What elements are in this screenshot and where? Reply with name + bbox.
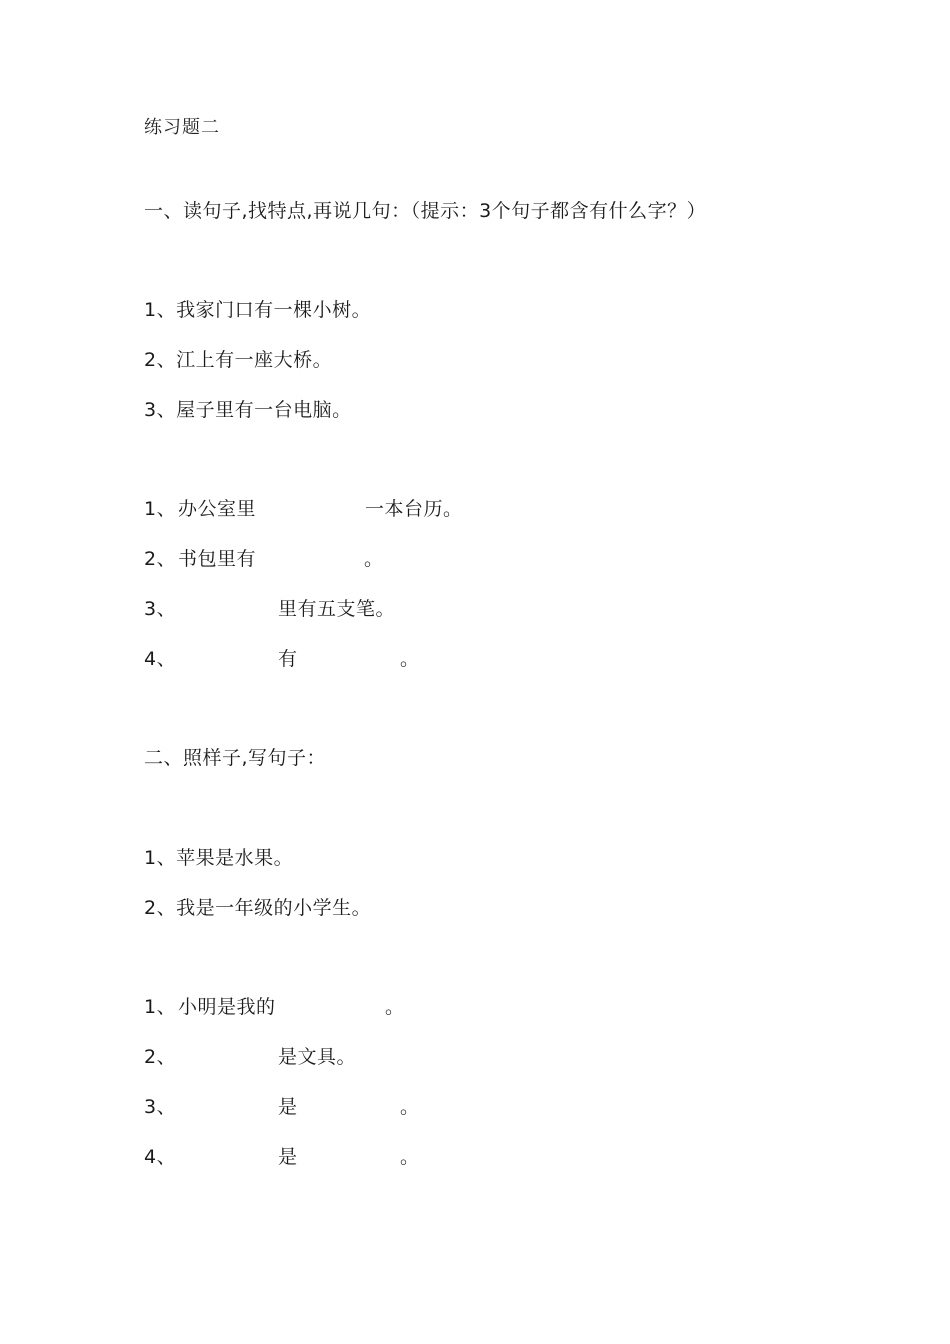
exercise-number: 2、: [144, 548, 177, 570]
section1-example-2: 2、江上有一座大桥。: [144, 349, 333, 371]
page-title: 练习题二: [144, 117, 220, 138]
exercise-number: 2、: [144, 1046, 177, 1068]
section1-example-1: 1、我家门口有一棵小树。: [144, 299, 372, 321]
exercise-text-b: 。: [400, 648, 420, 670]
exercise-text-a: 书包里有: [178, 548, 257, 570]
exercise-text-b: 。: [400, 1096, 420, 1118]
exercise-text-b: 。: [400, 1146, 420, 1168]
exercise-text-a: 是文具。: [278, 1046, 357, 1068]
exercise-number: 1、: [144, 498, 177, 520]
exercise-text-a: 是: [278, 1146, 298, 1168]
exercise-text-a: 有: [278, 648, 298, 670]
exercise-text-a: 是: [278, 1096, 298, 1118]
exercise-text-b: 。: [385, 996, 405, 1018]
exercise-number: 4、: [144, 1146, 177, 1168]
exercise-text-a: 里有五支笔。: [278, 598, 396, 620]
section1-example-3: 3、屋子里有一台电脑。: [144, 399, 352, 421]
exercise-text-b: 。: [364, 548, 384, 570]
section2-heading: 二、照样子,写句子：: [144, 747, 327, 769]
exercise-number: 4、: [144, 648, 177, 670]
exercise-number: 3、: [144, 1096, 177, 1118]
exercise-text-a: 小明是我的: [178, 996, 276, 1018]
exercise-number: 1、: [144, 996, 177, 1018]
exercise-text-b: 一本台历。: [365, 498, 463, 520]
exercise-number: 3、: [144, 598, 177, 620]
section1-heading: 一、读句子,找特点,再说几句：（提示：3个句子都含有什么字？）: [144, 200, 707, 222]
exercise-text-a: 办公室里: [178, 498, 257, 520]
section2-example-2: 2、我是一年级的小学生。: [144, 897, 372, 919]
section2-example-1: 1、苹果是水果。: [144, 847, 294, 869]
